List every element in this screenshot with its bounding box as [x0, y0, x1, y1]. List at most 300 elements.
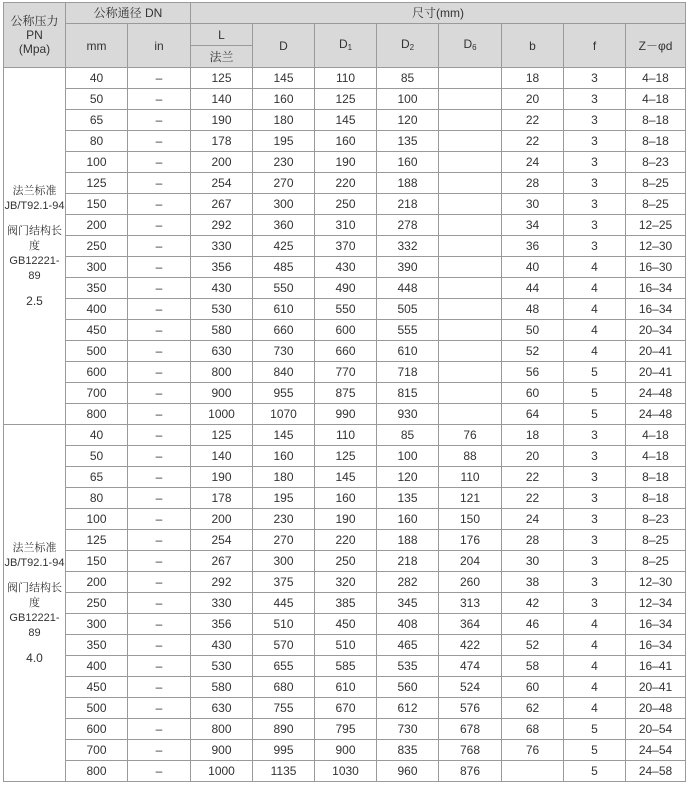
cell-l: 530: [191, 299, 253, 320]
cell-in: –: [128, 215, 191, 236]
header-mm: mm: [66, 24, 128, 68]
table-row: [4, 110, 686, 131]
cell-mm: 65: [66, 467, 128, 488]
header-D2: $D_2$: [377, 24, 439, 68]
cell-d6: 313: [439, 593, 502, 614]
cell-mm: 350: [66, 635, 128, 656]
cell-d1: 320: [315, 572, 377, 593]
cell-d: 660: [253, 320, 315, 341]
cell-mm: 800: [66, 761, 128, 782]
cell-d2: 160: [377, 509, 439, 530]
cell-in: –: [128, 89, 191, 110]
cell-l: 292: [191, 215, 253, 236]
cell-l: 630: [191, 341, 253, 362]
cell-f: 3: [564, 89, 626, 110]
table-row: [4, 194, 686, 215]
structure-length-code: GB12221-89: [9, 254, 60, 282]
table-row: [4, 257, 686, 278]
cell-l: 267: [191, 551, 253, 572]
cell-d6: 474: [439, 656, 502, 677]
structure-length-label: 阀门结构长度: [7, 224, 62, 252]
cell-in: –: [128, 257, 191, 278]
cell-f: 3: [564, 110, 626, 131]
cell-d1: 125: [315, 446, 377, 467]
header-dimensions: 尺寸(mm): [191, 3, 686, 24]
cell-mm: 40: [66, 68, 128, 89]
cell-d6: [439, 320, 502, 341]
cell-d6: 150: [439, 509, 502, 530]
cell-d6: 176: [439, 530, 502, 551]
cell-b: 48: [502, 299, 564, 320]
cell-in: –: [128, 68, 191, 89]
cell-d2: 390: [377, 257, 439, 278]
cell-d1: 990: [315, 404, 377, 425]
cell-l: 1000: [191, 404, 253, 425]
cell-in: –: [128, 698, 191, 719]
cell-z: 16–34: [626, 614, 686, 635]
cell-b: 28: [502, 173, 564, 194]
cell-d2: 535: [377, 656, 439, 677]
cell-mm: 80: [66, 488, 128, 509]
cell-f: 5: [564, 740, 626, 761]
cell-f: 4: [564, 656, 626, 677]
cell-d1: 160: [315, 488, 377, 509]
cell-d1: 145: [315, 467, 377, 488]
cell-d: 840: [253, 362, 315, 383]
cell-in: –: [128, 383, 191, 404]
cell-d: 230: [253, 509, 315, 530]
cell-f: 5: [564, 761, 626, 782]
cell-f: 4: [564, 278, 626, 299]
cell-mm: 50: [66, 89, 128, 110]
cell-d: 180: [253, 467, 315, 488]
table-row: [4, 278, 686, 299]
flange-standard-code: JB/T92.1-94: [4, 556, 65, 569]
table-row: [4, 551, 686, 572]
cell-l: 200: [191, 509, 253, 530]
cell-mm: 700: [66, 740, 128, 761]
cell-l: 800: [191, 719, 253, 740]
table-row: [4, 236, 686, 257]
cell-l: 125: [191, 425, 253, 446]
cell-d6: [439, 362, 502, 383]
cell-f: 3: [564, 194, 626, 215]
cell-d2: 505: [377, 299, 439, 320]
cell-mm: 150: [66, 194, 128, 215]
cell-f: 3: [564, 425, 626, 446]
cell-b: 36: [502, 236, 564, 257]
cell-d2: 560: [377, 677, 439, 698]
cell-mm: 40: [66, 425, 128, 446]
cell-b: 60: [502, 383, 564, 404]
cell-z: 24–54: [626, 740, 686, 761]
cell-l: 630: [191, 698, 253, 719]
cell-f: 3: [564, 236, 626, 257]
cell-d1: 610: [315, 677, 377, 698]
cell-l: 430: [191, 278, 253, 299]
cell-mm: 65: [66, 110, 128, 131]
cell-in: –: [128, 551, 191, 572]
cell-d: 655: [253, 656, 315, 677]
cell-f: 3: [564, 152, 626, 173]
cell-b: 56: [502, 362, 564, 383]
cell-l: 330: [191, 593, 253, 614]
cell-b: 22: [502, 110, 564, 131]
cell-z: 8–18: [626, 110, 686, 131]
cell-l: 178: [191, 488, 253, 509]
table-row: [4, 509, 686, 530]
cell-mm: 300: [66, 257, 128, 278]
cell-in: –: [128, 131, 191, 152]
cell-d: 230: [253, 152, 315, 173]
cell-in: –: [128, 740, 191, 761]
cell-mm: 150: [66, 551, 128, 572]
table-row: [4, 614, 686, 635]
cell-mm: 500: [66, 698, 128, 719]
cell-d: 360: [253, 215, 315, 236]
cell-mm: 100: [66, 509, 128, 530]
cell-d1: 900: [315, 740, 377, 761]
table-body: [4, 68, 686, 782]
cell-d6: [439, 278, 502, 299]
cell-d1: 310: [315, 215, 377, 236]
cell-d: 300: [253, 194, 315, 215]
cell-d2: 135: [377, 488, 439, 509]
cell-f: 3: [564, 215, 626, 236]
cell-b: 22: [502, 131, 564, 152]
cell-f: 5: [564, 362, 626, 383]
table-row: [4, 152, 686, 173]
cell-mm: 100: [66, 152, 128, 173]
cell-b: 20: [502, 446, 564, 467]
cell-l: 900: [191, 383, 253, 404]
cell-b: 22: [502, 488, 564, 509]
cell-d2: 100: [377, 446, 439, 467]
cell-b: 30: [502, 194, 564, 215]
cell-mm: 500: [66, 341, 128, 362]
cell-f: 5: [564, 383, 626, 404]
cell-mm: 200: [66, 215, 128, 236]
cell-z: 16–34: [626, 635, 686, 656]
cell-in: –: [128, 446, 191, 467]
cell-d6: [439, 194, 502, 215]
cell-d1: 550: [315, 299, 377, 320]
cell-z: 8–25: [626, 173, 686, 194]
cell-l: 900: [191, 740, 253, 761]
cell-d: 445: [253, 593, 315, 614]
cell-f: 3: [564, 551, 626, 572]
cell-f: 4: [564, 698, 626, 719]
cell-d: 510: [253, 614, 315, 635]
cell-d6: 121: [439, 488, 502, 509]
cell-d2: 85: [377, 425, 439, 446]
cell-in: –: [128, 404, 191, 425]
cell-in: –: [128, 362, 191, 383]
cell-in: –: [128, 278, 191, 299]
cell-z: 16–41: [626, 656, 686, 677]
cell-d6: 364: [439, 614, 502, 635]
cell-d2: 835: [377, 740, 439, 761]
cell-in: –: [128, 341, 191, 362]
cell-d1: 660: [315, 341, 377, 362]
table-header: [4, 3, 686, 68]
cell-d2: 448: [377, 278, 439, 299]
cell-d6: [439, 173, 502, 194]
cell-f: 4: [564, 614, 626, 635]
cell-f: 5: [564, 719, 626, 740]
cell-in: –: [128, 530, 191, 551]
cell-d6: [439, 383, 502, 404]
cell-d1: 430: [315, 257, 377, 278]
cell-in: –: [128, 173, 191, 194]
cell-in: –: [128, 467, 191, 488]
cell-z: 8–25: [626, 194, 686, 215]
cell-d: 1070: [253, 404, 315, 425]
cell-z: 16–34: [626, 299, 686, 320]
cell-d2: 332: [377, 236, 439, 257]
cell-mm: 450: [66, 677, 128, 698]
cell-d: 300: [253, 551, 315, 572]
cell-mm: 250: [66, 593, 128, 614]
table-row: [4, 299, 686, 320]
cell-l: 254: [191, 530, 253, 551]
header-L: L: [191, 24, 253, 46]
cell-f: 3: [564, 488, 626, 509]
cell-f: 3: [564, 572, 626, 593]
cell-b: 42: [502, 593, 564, 614]
cell-d2: 100: [377, 89, 439, 110]
cell-d2: 188: [377, 530, 439, 551]
cell-d6: 76: [439, 425, 502, 446]
cell-mm: 300: [66, 614, 128, 635]
cell-d2: 960: [377, 761, 439, 782]
header-bolt-holes: Z－φd: [626, 24, 686, 68]
cell-in: –: [128, 656, 191, 677]
table-row: [4, 698, 686, 719]
cell-d1: 110: [315, 425, 377, 446]
cell-z: 20–48: [626, 698, 686, 719]
cell-d2: 85: [377, 68, 439, 89]
cell-l: 190: [191, 110, 253, 131]
table-row: [4, 362, 686, 383]
cell-b: 18: [502, 425, 564, 446]
cell-d6: [439, 89, 502, 110]
cell-d1: 250: [315, 194, 377, 215]
cell-l: 1000: [191, 761, 253, 782]
table-row: [4, 404, 686, 425]
header-in: in: [128, 24, 191, 68]
cell-d2: 612: [377, 698, 439, 719]
cell-d6: 876: [439, 761, 502, 782]
cell-f: 3: [564, 467, 626, 488]
pressure-group-cell: [4, 425, 66, 782]
cell-b: 62: [502, 698, 564, 719]
cell-d6: 576: [439, 698, 502, 719]
cell-d1: 585: [315, 656, 377, 677]
cell-b: 68: [502, 719, 564, 740]
cell-d: 270: [253, 530, 315, 551]
table-row: [4, 341, 686, 362]
cell-f: 3: [564, 509, 626, 530]
cell-d1: 490: [315, 278, 377, 299]
cell-d1: 795: [315, 719, 377, 740]
cell-mm: 125: [66, 530, 128, 551]
cell-z: 4–18: [626, 446, 686, 467]
cell-d1: 250: [315, 551, 377, 572]
cell-z: 8–25: [626, 530, 686, 551]
cell-d2: 135: [377, 131, 439, 152]
cell-d6: [439, 68, 502, 89]
cell-f: 3: [564, 530, 626, 551]
cell-in: –: [128, 194, 191, 215]
cell-d: 145: [253, 425, 315, 446]
cell-d: 195: [253, 488, 315, 509]
header-b: b: [502, 24, 564, 68]
cell-d2: 815: [377, 383, 439, 404]
cell-b: 24: [502, 509, 564, 530]
cell-in: –: [128, 719, 191, 740]
cell-d6: [439, 131, 502, 152]
cell-mm: 800: [66, 404, 128, 425]
cell-l: 580: [191, 320, 253, 341]
cell-d: 180: [253, 110, 315, 131]
cell-d1: 110: [315, 68, 377, 89]
cell-b: 60: [502, 677, 564, 698]
cell-d: 890: [253, 719, 315, 740]
cell-mm: 400: [66, 656, 128, 677]
cell-l: 190: [191, 467, 253, 488]
cell-l: 140: [191, 446, 253, 467]
header-D1: $D_1$: [315, 24, 377, 68]
cell-mm: 600: [66, 362, 128, 383]
cell-d6: 260: [439, 572, 502, 593]
cell-z: 8–23: [626, 509, 686, 530]
cell-in: –: [128, 110, 191, 131]
cell-z: 8–18: [626, 488, 686, 509]
flange-standard-code: JB/T92.1-94: [4, 199, 65, 212]
cell-d2: 408: [377, 614, 439, 635]
cell-z: 12–25: [626, 215, 686, 236]
cell-z: 24–58: [626, 761, 686, 782]
cell-d2: 718: [377, 362, 439, 383]
cell-f: 4: [564, 257, 626, 278]
table-row: [4, 467, 686, 488]
cell-b: 38: [502, 572, 564, 593]
cell-d1: 385: [315, 593, 377, 614]
cell-f: 3: [564, 593, 626, 614]
header-f: f: [564, 24, 626, 68]
cell-d6: [439, 257, 502, 278]
cell-z: 12–30: [626, 572, 686, 593]
cell-d6: 678: [439, 719, 502, 740]
table-row: [4, 446, 686, 467]
cell-l: 800: [191, 362, 253, 383]
header-nominal-diameter: 公称通径 DN: [66, 3, 191, 24]
cell-l: 356: [191, 614, 253, 635]
cell-d: 145: [253, 68, 315, 89]
table-row: [4, 131, 686, 152]
table-row: [4, 635, 686, 656]
cell-d: 570: [253, 635, 315, 656]
cell-d2: 555: [377, 320, 439, 341]
cell-d1: 1030: [315, 761, 377, 782]
cell-z: 24–48: [626, 404, 686, 425]
cell-b: 52: [502, 341, 564, 362]
cell-d2: 218: [377, 194, 439, 215]
cell-mm: 80: [66, 131, 128, 152]
cell-d6: 768: [439, 740, 502, 761]
cell-in: –: [128, 572, 191, 593]
cell-z: 12–34: [626, 593, 686, 614]
cell-b: 58: [502, 656, 564, 677]
cell-f: 4: [564, 341, 626, 362]
cell-in: –: [128, 677, 191, 698]
nominal-pressure-value: 2.5: [26, 293, 43, 308]
cell-mm: 600: [66, 719, 128, 740]
cell-f: 3: [564, 131, 626, 152]
cell-d: 730: [253, 341, 315, 362]
table-row: [4, 740, 686, 761]
cell-b: 64: [502, 404, 564, 425]
cell-d1: 190: [315, 509, 377, 530]
cell-d1: 145: [315, 110, 377, 131]
table-row: [4, 593, 686, 614]
table-row: [4, 320, 686, 341]
cell-in: –: [128, 320, 191, 341]
cell-d2: 120: [377, 110, 439, 131]
flange-standard-label: 法兰标准: [12, 541, 57, 554]
cell-f: 4: [564, 320, 626, 341]
cell-b: 22: [502, 467, 564, 488]
cell-z: 20–41: [626, 677, 686, 698]
cell-d1: 670: [315, 698, 377, 719]
cell-d: 160: [253, 446, 315, 467]
cell-in: –: [128, 425, 191, 446]
cell-l: 125: [191, 68, 253, 89]
cell-f: 4: [564, 677, 626, 698]
cell-b: 52: [502, 635, 564, 656]
header-D: D: [253, 24, 315, 68]
cell-b: 46: [502, 614, 564, 635]
cell-f: 4: [564, 299, 626, 320]
cell-d2: 930: [377, 404, 439, 425]
cell-in: –: [128, 152, 191, 173]
cell-z: 8–18: [626, 131, 686, 152]
cell-d1: 370: [315, 236, 377, 257]
cell-d: 375: [253, 572, 315, 593]
cell-l: 356: [191, 257, 253, 278]
cell-f: 3: [564, 446, 626, 467]
cell-b: 30: [502, 551, 564, 572]
table-row: [4, 719, 686, 740]
cell-z: 12–30: [626, 236, 686, 257]
cell-z: 24–48: [626, 383, 686, 404]
cell-d: 425: [253, 236, 315, 257]
cell-d1: 510: [315, 635, 377, 656]
table-row: [4, 383, 686, 404]
cell-d1: 190: [315, 152, 377, 173]
table-row: [4, 68, 686, 89]
cell-b: 18: [502, 68, 564, 89]
cell-d2: 160: [377, 152, 439, 173]
cell-d2: 188: [377, 173, 439, 194]
cell-l: 580: [191, 677, 253, 698]
cell-l: 140: [191, 89, 253, 110]
cell-in: –: [128, 761, 191, 782]
cell-l: 254: [191, 173, 253, 194]
cell-d6: 204: [439, 551, 502, 572]
cell-l: 292: [191, 572, 253, 593]
